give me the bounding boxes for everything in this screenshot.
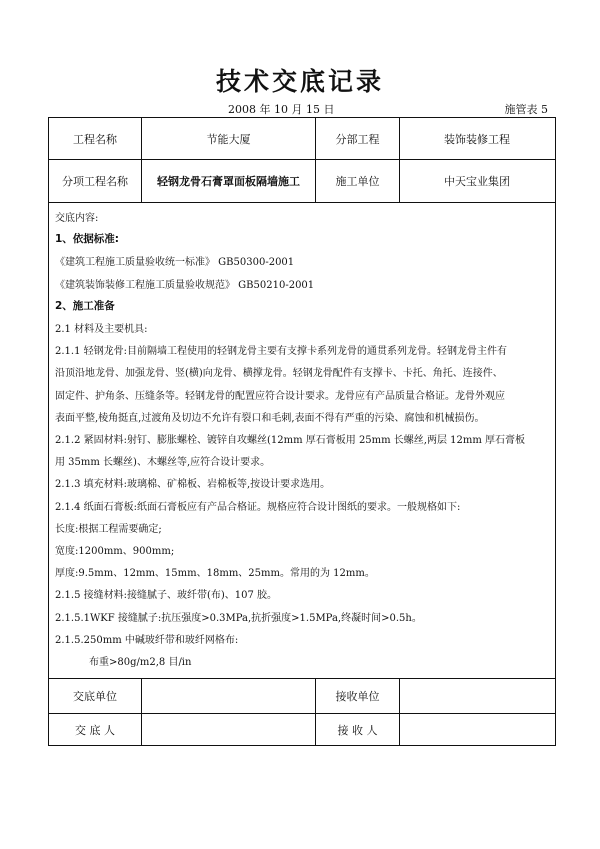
receiver-unit-value[interactable] <box>399 679 554 713</box>
disclosure-content <box>49 202 555 678</box>
para-2-1-5-1: 2.1.5.1WKF 接缝腻子:抗压强度>0.3MPa,抗折强度>1.5MPa,终凝时间>0.5h。 <box>55 612 422 624</box>
division-value: 装饰装修工程 <box>399 118 554 159</box>
board-length: 长度:根据工程需要确定; <box>55 523 162 535</box>
para-2-1-5-2: 2.1.5.250mm 中碱玻纤带和玻纤网格布: <box>55 634 239 646</box>
para-2-1-5: 2.1.5 接缝材料:接缝腻子、玻纤带(布)、107 胶。 <box>55 590 278 602</box>
receiver-unit-label: 接收单位 <box>315 679 399 713</box>
issuer-unit-label: 交底单位 <box>73 690 117 703</box>
contractor-value: 中天宝业集团 <box>399 160 554 202</box>
board-thickness: 厚度:9.5mm、12mm、15mm、18mm、25mm。常用的为 12mm。 <box>55 568 375 580</box>
content-intro: 交底内容: <box>55 213 99 224</box>
receiver-person-label: 接 收 人 <box>315 714 399 745</box>
para-2-1-4: 2.1.4 纸面石膏板:纸面石膏板应有产品合格证。规格应符合设计图纸的要求。一般规格如下: <box>55 501 461 513</box>
form-number: 施管表 5 <box>504 103 548 116</box>
project-label: 工程名称 <box>73 132 117 146</box>
info-row-subproject <box>49 159 555 202</box>
para-2-1-2-line-1: 2.1.2 紧固材料:射钉、膨胀螺栓、镀锌自攻螺丝(12mm 厚石膏板用 25mm 长螺丝,两层 12mm 厚石膏板 <box>55 435 526 446</box>
para-2-1: 2.1 材料及主要机具: <box>55 324 148 335</box>
subproject-value: 轻钢龙骨石膏罩面板隔墙施工 <box>141 160 315 202</box>
board-width: 宽度:1200mm、900mm; <box>55 546 175 557</box>
project-value: 节能大厦 <box>141 118 315 159</box>
section-2-heading: 2、施工准备 <box>55 299 115 312</box>
para-2-1-5-2-spec: 布重>80g/m2,8 目/in <box>89 657 192 668</box>
document-date: 2008 年 10 月 15 日 <box>228 103 335 116</box>
para-2-1-1-line-2: 沿顶沿地龙骨、加强龙骨、竖(横)向龙骨、横撑龙骨。轻钢龙骨配件有支撑卡、卡托、角托、连接件、 <box>55 368 503 380</box>
footer-row-units <box>49 678 555 713</box>
para-2-1-1-line-1: 2.1.1 轻钢龙骨:目前隔墙工程使用的轻钢龙骨主要有支撑卡系列龙骨的通贯系列龙骨。轻钢龙骨主件有 <box>55 346 507 358</box>
issuer-unit-value[interactable] <box>141 679 315 713</box>
standard-2: 《建筑装饰装修工程施工质量验收规范》 GB50210-2001 <box>55 279 315 291</box>
section-1-heading: 1、依据标准: <box>55 233 120 246</box>
para-2-1-2-line-2: 用 35mm 长螺丝)、木螺丝等,应符合设计要求。 <box>55 457 271 469</box>
contractor-label: 施工单位 <box>315 160 399 202</box>
receiver-person-value[interactable] <box>399 714 554 745</box>
para-2-1-1-line-4: 表面平整,棱角挺直,过渡角及切边不允许有裂口和毛刺,表面不得有严重的污染、腐蚀和机械损伤。 <box>55 412 485 424</box>
footer-row-persons <box>49 713 555 745</box>
standard-1: 《建筑工程施工质量验收统一标准》 GB50300-2001 <box>55 257 295 269</box>
document-title: 技术交底记录 <box>215 67 384 96</box>
record-table <box>48 117 556 746</box>
issuer-person-label: 交 底 人 <box>75 723 115 737</box>
para-2-1-3: 2.1.3 填充材料:玻璃棉、矿棉板、岩棉板等,按设计要求选用。 <box>55 479 331 491</box>
issuer-person-value[interactable] <box>141 714 315 745</box>
subproject-label: 分项工程名称 <box>62 175 128 188</box>
division-label: 分部工程 <box>315 118 399 159</box>
info-row-project <box>49 118 555 159</box>
para-2-1-1-line-3: 固定件、护角条、压缝条等。轻钢龙骨的配置应符合设计要求。龙骨应有产品质量合格证。龙骨外观应 <box>55 390 505 402</box>
